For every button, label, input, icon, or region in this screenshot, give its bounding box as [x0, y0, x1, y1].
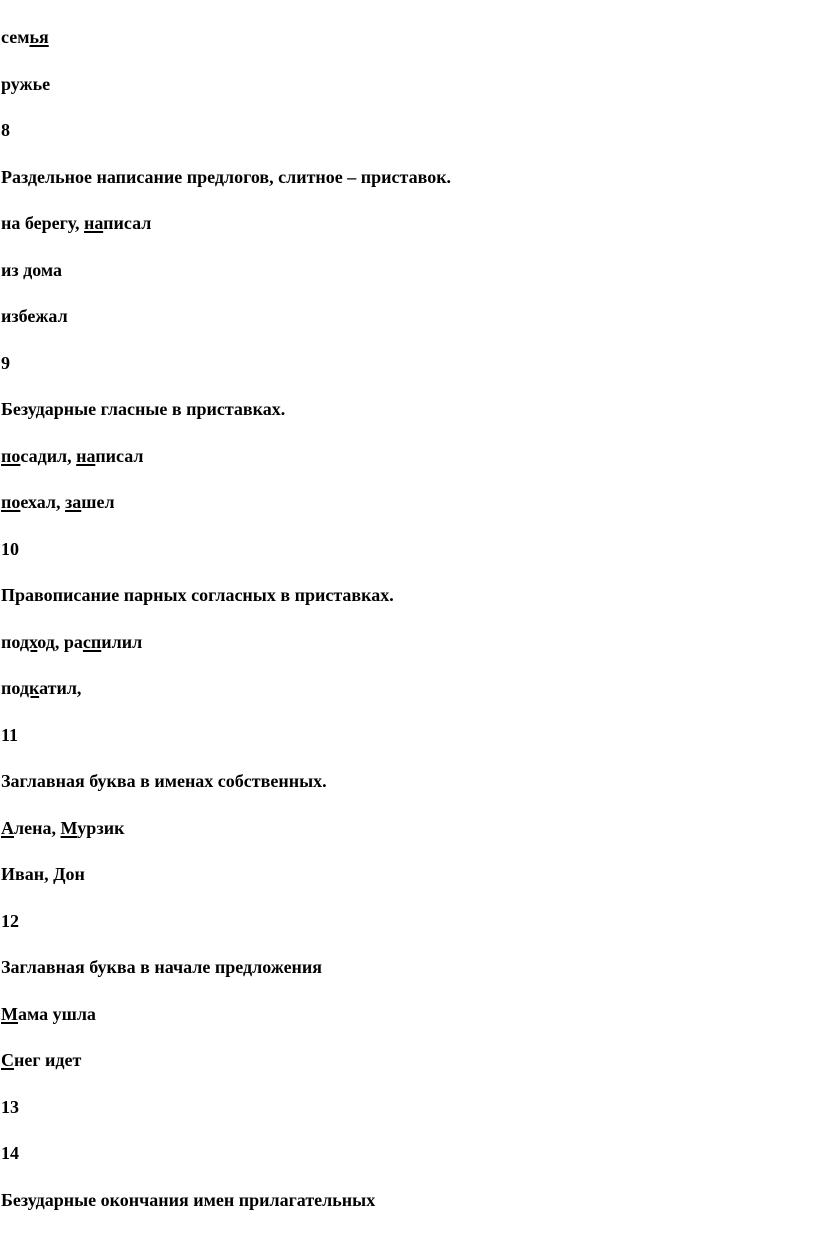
text-line	[1, 1096, 816, 1143]
text-line	[1, 863, 816, 910]
text-line	[1, 910, 816, 957]
text-line	[1, 119, 816, 166]
text-span: нег идет	[14, 1050, 82, 1070]
underlined-text: сп	[82, 631, 102, 652]
text-line	[1, 212, 816, 259]
underlined-text: ья	[29, 27, 49, 47]
text-span: сем	[1, 27, 30, 47]
underlined-text: М	[1, 1003, 18, 1024]
underlined-text: по	[1, 445, 21, 466]
underlined-text: за	[65, 492, 82, 512]
text-span: по	[1, 678, 20, 698]
text-span: Заглавная буква в именах собственных.	[1, 771, 327, 791]
text-span: од, ра	[37, 631, 83, 652]
text-line	[1, 305, 816, 352]
text-span: по	[1, 631, 20, 652]
text-line	[1, 1189, 816, 1236]
text-span: илил	[101, 631, 143, 652]
text-line	[1, 1003, 816, 1050]
text-line	[1, 724, 816, 771]
underlined-text: дк	[19, 678, 40, 698]
text-span: 10	[1, 538, 19, 559]
text-span: урзик	[77, 817, 125, 838]
text-span: Раздельное написание предлогов, слитное – приставок.	[1, 166, 452, 187]
text-span: Заглавная буква в начале предложения	[1, 957, 323, 977]
text-line	[1, 1142, 816, 1189]
text-span: писал	[103, 213, 152, 233]
text-span: 13	[1, 1096, 19, 1117]
text-span: лена,	[14, 817, 61, 838]
text-line	[1, 352, 816, 399]
text-span: на берегу,	[1, 213, 84, 233]
text-line	[1, 398, 816, 445]
underlined-text: на	[76, 445, 96, 466]
underlined-text: М	[60, 817, 78, 838]
text-line	[1, 491, 816, 538]
text-line	[1, 584, 816, 631]
text-span: ружье	[1, 73, 51, 94]
text-span: из дома	[1, 259, 63, 280]
text-span: Иван, Дон	[1, 864, 85, 884]
text-span: писал	[95, 445, 144, 466]
text-span: ама ушла	[18, 1003, 96, 1024]
text-line	[1, 770, 816, 817]
text-span: атил,	[39, 678, 82, 698]
text-span: 12	[1, 910, 19, 931]
text-span: избежал	[1, 306, 68, 326]
underlined-text: по	[1, 492, 21, 512]
text-span: 9	[1, 352, 10, 373]
text-span: ехал,	[20, 492, 66, 512]
underlined-text: дх	[19, 631, 38, 652]
text-line	[1, 956, 816, 1003]
text-span: Правописание парных согласных в приставках.	[1, 585, 394, 605]
document-body	[1, 26, 816, 1235]
text-span: шел	[81, 492, 115, 512]
text-span: 11	[1, 724, 19, 745]
underlined-text: на	[84, 213, 104, 233]
text-span: Безударные гласные в приставках.	[1, 399, 286, 419]
text-span: 14	[1, 1143, 19, 1163]
text-line	[1, 538, 816, 585]
underlined-text: С	[1, 1050, 14, 1070]
text-line	[1, 445, 816, 492]
text-line	[1, 73, 816, 120]
text-line	[1, 677, 816, 724]
text-line	[1, 259, 816, 306]
text-line	[1, 1049, 816, 1096]
text-span: садил,	[20, 445, 77, 466]
text-line	[1, 817, 816, 864]
text-line	[1, 631, 816, 678]
text-span: Безударные окончания имен прилагательных	[1, 1189, 376, 1210]
underlined-text: А	[1, 817, 14, 838]
text-span: 8	[1, 120, 10, 140]
text-line	[1, 26, 816, 73]
text-line	[1, 166, 816, 213]
